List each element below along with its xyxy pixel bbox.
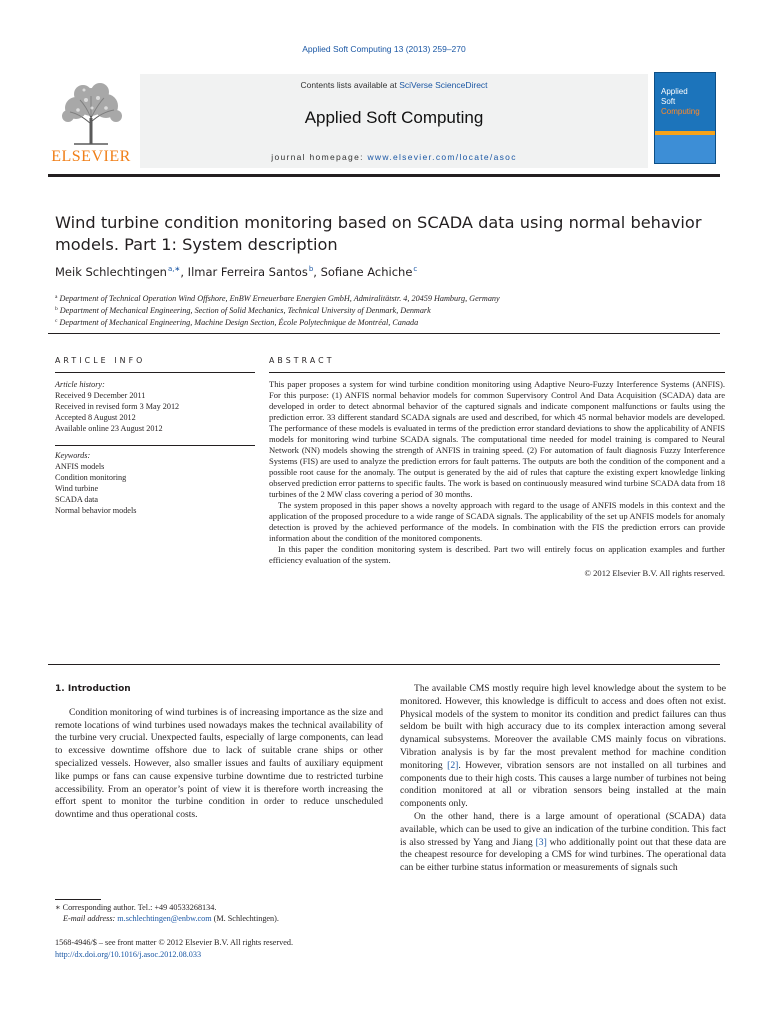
divider [55,445,255,446]
author-affiliation-mark[interactable]: c [413,265,418,273]
affiliation [55,316,725,328]
body-paragraph [400,683,726,811]
email-link[interactable]: m.schlechtingen@enbw.com [117,913,212,923]
footnote [55,903,385,925]
abstract-body [269,379,725,579]
title-line: models. Part 1: System description [55,235,338,254]
body-paragraph: Condition monitoring of wind turbines is of increasing importance as the size and remote locations of wind turbines used nowadays makes the technical availability of the turbine very crucial. Unexpected faults, especially of large components, can lead to excessive downtime offshore due to lack of suitable crane ships or other specialized vessels. However, also smaller issues and faults of auxiliary equipment like pumps or fans can cause expensive turbine downtime due to restricted turbine accessibility. From an operator’s point of view it is therefore worth increasing the effort spent to monitor the turbine condition in order to reduce unscheduled downtime and thus operational costs. [55,706,383,821]
body-paragraph [400,811,726,875]
author-list: Meik Schlechtingen$^{a,∗}$, Ilmar Ferreira Santos$^b$, Sofiane Achiche$^c$ [55,265,418,279]
citation-link[interactable]: [3] [535,836,547,848]
body-text: . However, vibration sensors are not installed on all turbines and components due to their high costs. This causes a large number of turbines not being condition monitored at all or vibration sensors being installed at the main components only. [400,759,726,810]
history-item: Available online 23 August 2012 [55,424,163,433]
history-label: Article history: [55,380,105,389]
journal-title: Applied Soft Computing [304,108,484,127]
author-name: Meik Schlechtingen [55,265,167,279]
affiliation-mark: a [55,294,58,300]
keyword: Wind turbine [55,484,99,493]
section-heading-introduction: 1. Introduction [55,684,131,694]
author-affiliation-mark[interactable]: b [308,265,314,273]
abstract-heading: ABSTRACT [269,356,335,365]
header-divider [48,174,720,177]
tree-logo-icon [56,78,126,146]
copyright-line: © 2012 Elsevier B.V. All rights reserved. [584,568,725,578]
sciencedirect-link[interactable]: SciVerse ScienceDirect [399,80,488,90]
contents-prefix: Contents lists available at [300,80,400,90]
article-history [55,379,255,434]
homepage-link[interactable]: www.elsevier.com/locate/asoc [367,152,517,162]
keyword: SCADA data [55,495,98,504]
article-info-heading: ARTICLE INFO [55,356,146,365]
affiliation-mark: c [55,318,58,324]
divider [48,664,720,665]
body-text: who additionally point out that these data are the cheapest resource for developing a CMS for wind turbines. The operational data can be either turbine status information or measurements of signals such [400,836,726,874]
email-note [55,914,385,925]
divider [55,372,255,373]
body-text: On the other hand, there is a large amount of operational (SCADA) data available, which can be used to give an indication of the turbine condition. This fact is also stressed by Yang and Jiang [400,810,726,848]
divider [48,333,720,334]
abstract-paragraph: This paper proposes a system for wind turbine condition monitoring using Adaptive Neuro-Fuzzy Interference Systems (ANFIS). For this purpose: (1) ANFIS normal behavior models for common Supervisory Control And Data Acquisition (SCADA) data are developed in order to detect abnormal behavior of the captured signals and indicate component malfunctions or faults using the prediction error. 33 different standard SCADA signals are used and described, for which 45 normal behavior models are developed. The performance of these models is evaluated in terms of the prediction error standard deviations to show the applicability of ANFIS models for monitoring wind turbine SCADA signals. The computational time needed for model training is compared to Neural Network (NN) models showing the strength of ANFIS in training speed. (2) For automation of fault diagnosis Fuzzy Interference Systems (FIS) are used to analyze the prediction errors for fault patterns. The outputs are both the condition of the component and a possible root cause for the anomaly. The output is generated by the aid of rules that capture the existing expert knowledge linking observed prediction error patterns to specific faults. The work is based on continuously measured wind turbine SCADA data from 18 turbines of the 2 MW class covering a period of 30 months. [269,379,725,499]
journal-header-box [140,74,648,168]
divider [269,372,725,373]
homepage-prefix: journal homepage: [271,152,368,162]
corresponding-author-note: ∗ Corresponding author. Tel.: +49 40533268134. [55,903,217,912]
keywords [55,450,255,516]
author-name: Sofiane Achiche [320,265,413,279]
title-line: Wind turbine condition monitoring based on SCADA data using normal behavior [55,213,702,232]
elsevier-logo [48,78,134,166]
history-item: Received 9 December 2011 [55,391,146,400]
cover-decoration [655,135,715,163]
cover-title-line: Soft [661,97,676,106]
author-affiliation-mark[interactable]: a,∗ [167,265,181,273]
abstract-paragraph: In this paper the condition monitoring system is described. Part two will entirely focus on application examples and further efficiency evaluation of the system. [269,544,725,565]
affiliation-text: Department of Mechanical Engineering, Section of Solid Mechanics, Technical University of Denmark, Denmark [59,306,431,315]
email-suffix: (M. Schlechtingen). [211,913,279,923]
affiliation-text: Department of Mechanical Engineering, Machine Design Section, École Polytechnique de Montréal, Canada [59,318,419,327]
author-name: Ilmar Ferreira Santos [187,265,308,279]
homepage-line [140,152,648,162]
keywords-label: Keywords: [55,451,91,460]
affiliation-text: Department of Technical Operation Wind Offshore, EnBW Erneuerbare Energien GmbH, Admiralitätstr. 4, 20459 Hamburg, Germany [59,294,500,303]
history-item: Accepted 8 August 2012 [55,413,136,422]
publisher-name: ELSEVIER [51,148,131,165]
cover-title-line: Computing [661,107,700,116]
keyword: ANFIS models [55,462,105,471]
doi-link[interactable]: http://dx.doi.org/10.1016/j.asoc.2012.08.033 [55,949,202,959]
contents-line [140,80,648,90]
cover-title-line: Applied [661,87,688,96]
affiliation-mark: b [55,306,58,312]
journal-cover-image [654,72,716,164]
email-label: E-mail address: [63,913,118,923]
abstract-paragraph: The system proposed in this paper shows a novelty approach with regard to the usage of ANFIS models in this context and the application of the proposed procedure to a wide range of SCADA signals. The applicability of the set up ANFIS models for anomaly detection is proved by the achieved performance of the models. In combination with the FIS the prediction errors can provide information about the condition of the monitored components. [269,500,725,543]
issn-block [55,937,385,960]
citation-link[interactable]: [2] [447,759,459,771]
journal-reference[interactable]: Applied Soft Computing 13 (2013) 259–270 [302,44,466,54]
paper-title [55,212,725,256]
issn-line: 1568-4946/$ – see front matter © 2012 Elsevier B.V. All rights reserved. [55,938,294,947]
history-item: Received in revised form 3 May 2012 [55,402,180,411]
body-text: The available CMS mostly require high level knowledge about the system to be monitored. However, this knowledge is difficult to access and does often not exist. Physical models of the system to monitor its condition and predict failures can thus seldom be built with high accuracy due to its complex interaction among several dynamical subsystems. Moreover the available CMS mainly focus on vibrations. Vibration analysis is by far the most prevalent method for machine condition monitoring [400,683,726,771]
keyword: Normal behavior models [55,506,137,515]
body-column-left [55,683,383,822]
cover-title [661,87,700,117]
affiliation [55,304,725,316]
body-column-right [400,683,726,875]
affiliations [55,292,725,328]
affiliation [55,292,725,304]
footnote-divider [55,899,101,900]
keyword: Condition monitoring [55,473,127,482]
